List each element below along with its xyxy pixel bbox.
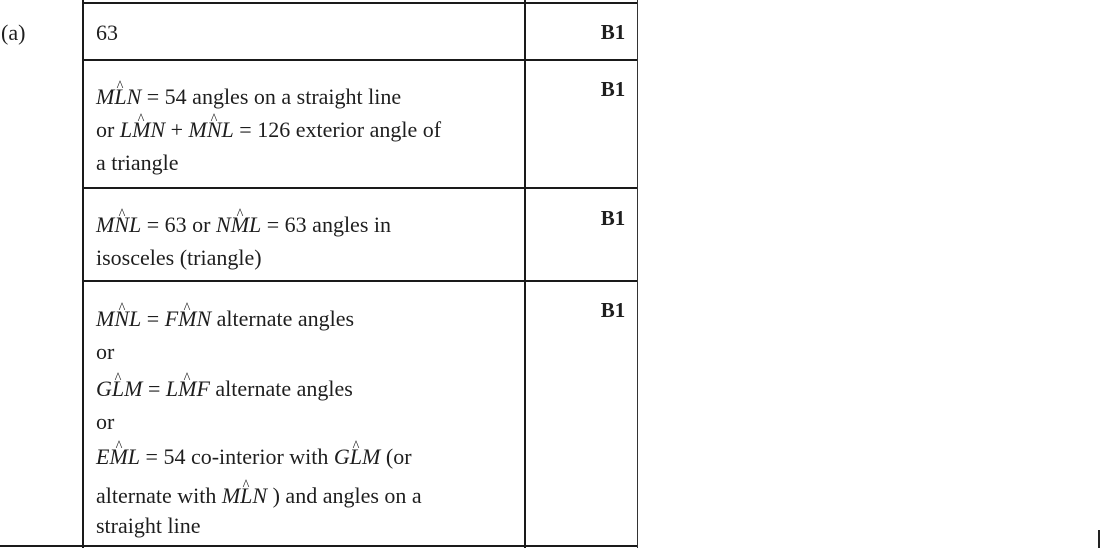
answer-text: (or (380, 444, 412, 469)
angle-letter: N (216, 212, 231, 237)
answer-text: or (96, 409, 115, 434)
angle-letter: F (196, 376, 210, 401)
angle-vertex-letter: ^ L (240, 481, 252, 511)
answer-text: a triangle (96, 150, 179, 175)
answer-line (96, 302, 422, 335)
angle-vertex-letter: ^ M (132, 113, 150, 146)
answer-line (96, 481, 422, 511)
answer-text: isosceles (triangle) (96, 245, 262, 270)
angle-vertex-letter: ^ L (114, 80, 126, 113)
angle-vertex-letter: ^ M (109, 440, 127, 473)
angle-letter: L (129, 212, 142, 237)
angle-letter: F (164, 306, 179, 331)
answer-line (96, 335, 422, 368)
angle-vertex-letter: ^ N (207, 113, 222, 146)
angle-letter: M (96, 212, 115, 237)
angle-letter: M (362, 444, 381, 469)
angle-letter: N (126, 84, 142, 109)
answer-text: = 54 co-interior with (140, 444, 334, 469)
answer-text: straight line (96, 513, 201, 538)
angle-letter: L (119, 117, 133, 142)
answer-line (96, 18, 118, 48)
answer-text: 63 (96, 20, 118, 45)
answer-text: = 54 angles on a straight line (141, 84, 402, 109)
answer-row-4 (96, 302, 422, 541)
answer-row-3 (96, 208, 391, 274)
row-divider-1 (82, 59, 638, 61)
angle-letter: M (221, 483, 241, 508)
answer-text: alternate with (96, 483, 222, 508)
answer-row-2 (96, 80, 441, 179)
column-divider-left (82, 0, 84, 548)
angle-letter: L (129, 306, 142, 331)
angle-letter: M (188, 117, 207, 142)
angle-letter: L (127, 444, 141, 469)
angle-vertex-letter: ^ N (114, 208, 129, 241)
angle-letter: N (252, 483, 268, 508)
answer-text: = 63 or (141, 212, 216, 237)
angle-letter: M (96, 84, 115, 109)
answer-line (96, 146, 441, 179)
angle-letter: L (165, 376, 179, 401)
column-divider-right (637, 0, 638, 548)
table-top-border (82, 2, 638, 4)
answer-text: = 63 angles in (261, 212, 391, 237)
answer-text: alternate angles (209, 376, 353, 401)
angle-letter: L (249, 212, 262, 237)
answer-line (96, 80, 441, 113)
answer-line (96, 113, 441, 146)
angle-letter: M (96, 306, 115, 331)
table-bottom-border (0, 545, 638, 547)
angle-vertex-letter: ^ M (178, 302, 196, 335)
answer-row-1 (96, 18, 118, 48)
answer-line (96, 241, 391, 274)
answer-text: = (141, 306, 165, 331)
answer-line (96, 372, 422, 405)
answer-line (96, 511, 422, 541)
angle-vertex-letter: ^ M (231, 208, 249, 241)
angle-letter: G (96, 376, 112, 401)
angle-letter: N (196, 306, 212, 331)
answer-line (96, 440, 422, 473)
angle-letter: L (221, 117, 234, 142)
angle-letter: M (124, 376, 143, 401)
angle-vertex-letter: ^ N (114, 302, 129, 335)
angle-letter: E (96, 444, 110, 469)
angle-vertex-letter: ^ M (178, 372, 196, 405)
column-divider-middle (524, 0, 526, 548)
row-divider-3 (82, 280, 638, 282)
row-divider-2 (82, 187, 638, 189)
answer-line (96, 208, 391, 241)
part-label: (a) (1, 20, 26, 45)
angle-letter: N (150, 117, 166, 142)
answer-text: alternate angles (211, 306, 355, 331)
answer-line (96, 405, 422, 438)
mark-row-2: B1 (600, 77, 626, 101)
answer-text: = 126 exterior angle of (233, 117, 442, 142)
answer-text: = (142, 376, 166, 401)
answer-text: ) and angles on a (267, 483, 422, 508)
angle-vertex-letter: ^ L (350, 440, 362, 473)
answer-text: + (165, 117, 189, 142)
angle-vertex-letter: ^ L (112, 372, 124, 405)
answer-text: or (96, 117, 120, 142)
angle-letter: G (333, 444, 350, 469)
answer-text: or (96, 339, 115, 364)
mark-row-1: B1 (600, 20, 626, 44)
mark-row-3: B1 (600, 206, 626, 230)
mark-row-4: B1 (600, 298, 626, 322)
